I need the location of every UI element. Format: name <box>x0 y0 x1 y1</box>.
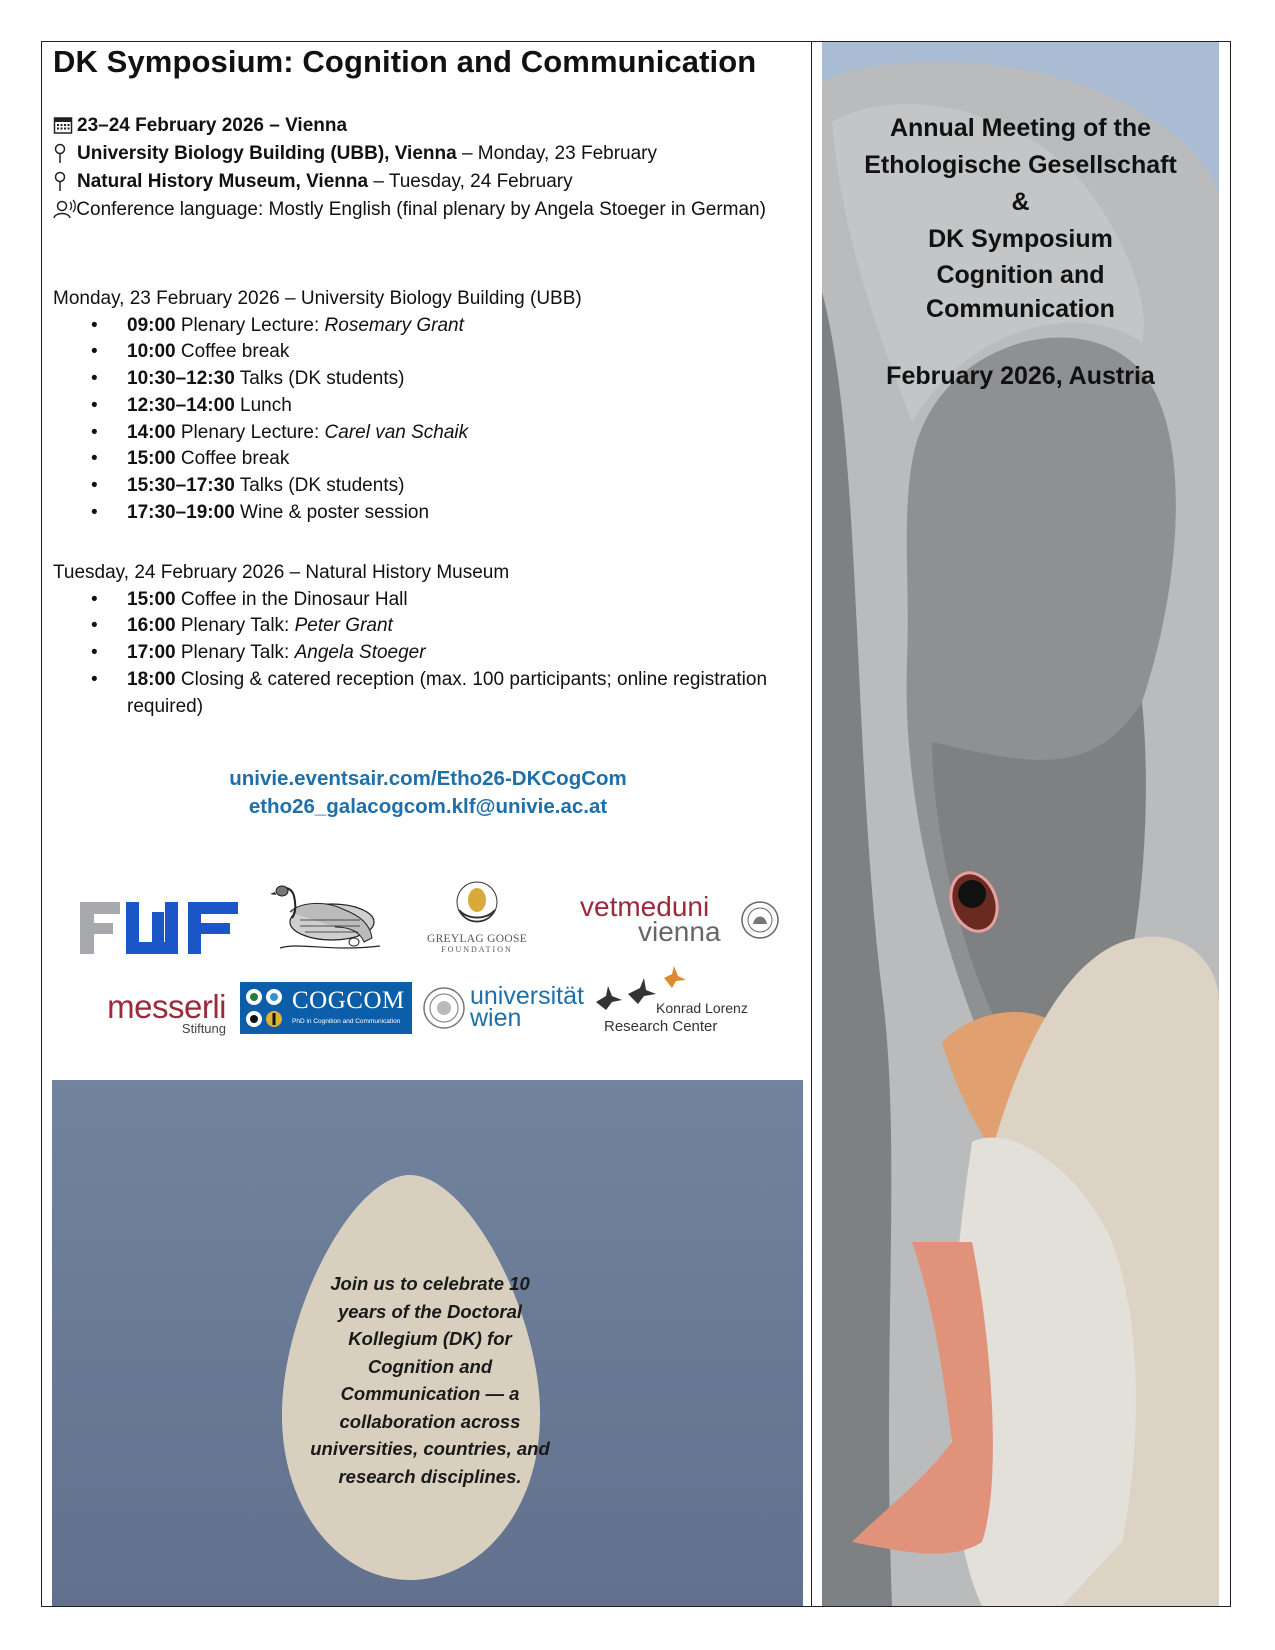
meeting-title-line1: Annual Meeting of the <box>889 114 1152 142</box>
list-item: • 15:30–17:30 Talks (DK students) <box>53 473 783 500</box>
konrad-lorenz-research-center-logo: Konrad Lorenz Research Center <box>594 964 764 1038</box>
list-item: • 10:30–12:30 Talks (DK students) <box>53 366 783 393</box>
page-title: DK Symposium: Cognition and Communication <box>53 44 757 79</box>
language-line <box>53 198 783 222</box>
list-item: • 18:00 Closing & catered reception (max. 100 participants; online registration required) <box>53 667 783 720</box>
meeting-title-line2: Ethologische Gesellschaft <box>864 151 1177 179</box>
university-seal-icon <box>422 986 466 1030</box>
messerli-logo: messerli Stiftung <box>107 988 226 1036</box>
language-text: Conference language: Mostly English (final plenary by Angela Stoeger in German) <box>76 199 766 220</box>
golden-egg-nest-icon <box>451 880 503 928</box>
symposium-title-line1: DK Symposium <box>928 225 1113 253</box>
venue2-day: – Tuesday, 24 February <box>368 171 573 192</box>
monday-schedule <box>53 286 783 526</box>
contact-email-link[interactable]: etho26_galacogcom.klf@univie.ac.at <box>248 795 608 818</box>
sponsor-logos: GREYLAG GOOSE FOUNDATION vetmeduni vienna messerli Stiftung COGCOM PhD in Cognition and Communication universität wien Konrad Lorenz Research Center <box>70 880 790 1050</box>
cogcom-logo: COGCOM PhD in Cognition and Communication <box>240 982 412 1034</box>
list-item: • 16:00 Plenary Talk: Peter Grant <box>53 613 783 640</box>
goose-engraving-logo <box>270 882 385 959</box>
contact-links <box>53 765 803 821</box>
column-divider <box>811 41 812 1607</box>
meeting-title-ampersand: & <box>1011 188 1030 216</box>
tuesday-list <box>53 587 783 721</box>
monday-heading: Monday, 23 February 2026 – University Biology Building (UBB) <box>53 288 582 309</box>
meeting-date-location: February 2026, Austria <box>886 362 1155 390</box>
tuesday-schedule <box>53 560 783 720</box>
vetmeduni-logo: vetmeduni vienna <box>580 894 780 944</box>
event-info <box>53 112 783 222</box>
location-pin-icon <box>53 171 71 193</box>
list-item: • 14:00 Plenary Lecture: Carel van Schaik <box>53 420 783 447</box>
venue2-name: Natural History Museum, Vienna <box>77 171 369 192</box>
list-item: • 17:30–19:00 Wine & poster session <box>53 500 783 527</box>
monday-list <box>53 313 783 527</box>
symposium-title-line3: Communication <box>926 295 1115 323</box>
venue2-line <box>53 168 783 196</box>
list-item: • 10:00 Coffee break <box>53 339 783 366</box>
list-item: • 17:00 Plenary Talk: Angela Stoeger <box>53 640 783 667</box>
list-item: • 15:00 Coffee break <box>53 446 783 473</box>
venue1-day: – Monday, 23 February <box>456 143 657 164</box>
cogcom-eyes-icon <box>244 986 290 1032</box>
list-item: • 15:00 Coffee in the Dinosaur Hall <box>53 587 783 614</box>
registration-link[interactable]: univie.eventsair.com/Etho26-DKCogCom <box>229 767 627 790</box>
tuesday-heading: Tuesday, 24 February 2026 – Natural History Museum <box>53 562 510 583</box>
meeting-title-block <box>822 110 1219 395</box>
event-dates: 23–24 February 2026 – Vienna <box>77 115 348 136</box>
greylag-goose-foundation-logo: GREYLAG GOOSE FOUNDATION <box>422 880 532 954</box>
speaker-person-icon <box>53 199 71 221</box>
fwf-logo <box>80 902 240 959</box>
list-item: • 09:00 Plenary Lecture: Rosemary Grant <box>53 313 783 340</box>
celebration-text: Join us to celebrate 10 years of the Doctoral Kollegium (DK) for Cognition and Communication — a collaboration across universities, countries, and research disciplines. <box>310 1273 550 1487</box>
vetmeduni-seal-icon <box>740 900 780 940</box>
venue1-line <box>53 140 783 168</box>
calendar-icon <box>53 115 71 137</box>
venue1-name: University Biology Building (UBB), Vienna <box>77 143 457 164</box>
symposium-title-line2: Cognition and <box>936 261 1105 289</box>
dates-line <box>53 112 783 140</box>
location-pin-icon <box>53 143 71 165</box>
list-item: • 12:30–14:00 Lunch <box>53 393 783 420</box>
